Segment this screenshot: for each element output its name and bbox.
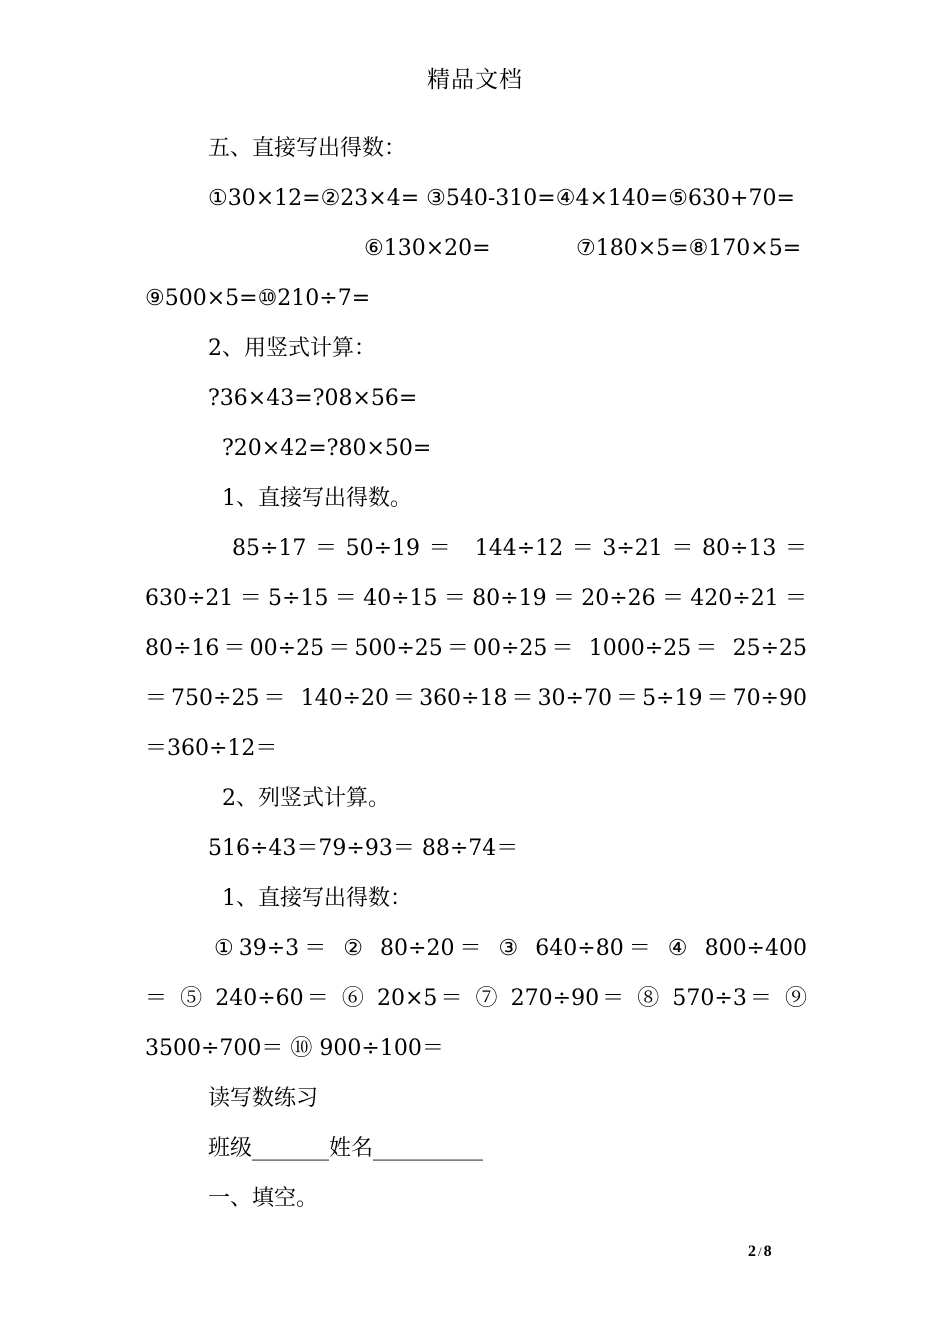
- problem-line: 85÷17＝50÷19＝ 144÷12＝3÷21＝80÷13＝: [232, 536, 807, 561]
- problem-line: ①30×12=②23×4= ③540-310=④4×140=⑤630+70=: [208, 186, 795, 211]
- page-number-current: 2: [748, 1243, 756, 1260]
- problem-line: 630÷21＝5÷15＝40÷15＝80÷19＝20÷26＝420÷21＝: [145, 586, 807, 611]
- problem-line: ＝360÷12＝: [145, 736, 278, 761]
- section-heading: 五、直接写出得数：: [208, 136, 407, 161]
- section-heading: 2、用竖式计算：: [208, 336, 376, 361]
- problem-line: ＝750÷25＝ 140÷20＝360÷18＝30÷70＝5÷19＝70÷90: [145, 686, 807, 711]
- section-heading: 读写数练习: [208, 1086, 319, 1111]
- section-heading: 1、直接写出得数：: [222, 886, 412, 911]
- class-name-fields: 班级_______姓名__________: [208, 1136, 484, 1161]
- problem-line: 80÷16＝00÷25＝500÷25＝00÷25＝ 1000÷25＝ 25÷25: [145, 636, 807, 661]
- page-header-title: 精品文档: [427, 67, 523, 93]
- problem-line: ⑨500×5=⑩210÷7=: [145, 286, 371, 311]
- section-heading: 1、直接写出得数。: [222, 486, 412, 511]
- problem-line: 516÷43＝79÷93＝ 88÷74＝: [208, 836, 519, 861]
- problem-line: ?20×42=?80×50=: [222, 436, 432, 461]
- section-heading: 2、列竖式计算。: [222, 786, 390, 811]
- problem-line: ?36×43=?08×56=: [208, 386, 418, 411]
- section-heading: 一、填空。: [208, 1186, 319, 1211]
- problem-line: ＝ ⑤ 240÷60＝ ⑥ 20×5＝ ⑦ 270÷90＝ ⑧ 570÷3＝ ⑨: [145, 986, 807, 1011]
- problem-line: ⑥130×20=: [364, 236, 491, 261]
- page-number: [748, 1241, 772, 1263]
- problem-line: ①39÷3＝ ② 80÷20＝ ③ 640÷80＝ ④ 800÷400: [214, 936, 807, 961]
- problem-line: 3500÷700＝ ⑩ 900÷100＝: [145, 1036, 444, 1061]
- problem-line: ⑦180×5=⑧170×5=: [576, 236, 802, 261]
- page-number-separator: /: [758, 1244, 762, 1259]
- page-number-total: 8: [763, 1243, 772, 1260]
